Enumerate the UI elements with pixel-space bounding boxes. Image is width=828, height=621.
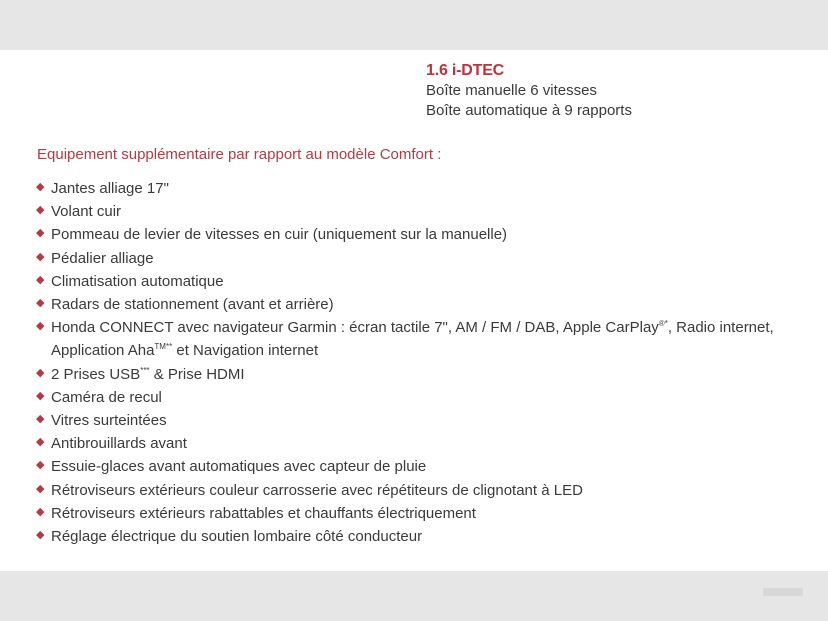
- diamond-bullet-icon: ◆: [36, 204, 45, 217]
- diamond-bullet-icon: ◆: [36, 459, 45, 472]
- feature-item-honda-connect: ◆ Honda CONNECT avec navigateur Garmin : écran tactile 7", AM / FM / DAB, Apple CarPlay®*, Radio internet, Application Aha$^{TM**}$ et Navigation internet: [36, 316, 796, 362]
- feature-item: ◆ Pommeau de levier de vitesses en cuir (uniquement sur la manuelle): [36, 223, 796, 246]
- diamond-bullet-icon: ◆: [36, 389, 45, 402]
- feature-item: ◆ Rétroviseurs extérieurs couleur carrosserie avec répétiteurs de clignotant à LED: [36, 479, 796, 502]
- diamond-bullet-icon: ◆: [36, 366, 45, 379]
- diamond-bullet-icon: ◆: [36, 227, 45, 240]
- feature-item: ◆ Volant cuir: [36, 200, 796, 223]
- feature-item: ◆ Essuie-glaces avant automatiques avec capteur de pluie: [36, 455, 796, 478]
- feature-item: ◆ Vitres surteintées: [36, 409, 796, 432]
- diamond-bullet-icon: ◆: [36, 482, 45, 495]
- diamond-bullet-icon: ◆: [36, 273, 45, 286]
- gearbox-manual: Boîte manuelle 6 vitesses: [426, 82, 597, 99]
- feature-item: ◆ Antibrouillards avant: [36, 432, 796, 455]
- diamond-bullet-icon: ◆: [36, 436, 45, 449]
- feature-item: ◆ Jantes alliage 17": [36, 177, 796, 200]
- feature-item: ◆ Rétroviseurs extérieurs rabattables et chauffants électriquement: [36, 502, 796, 525]
- feature-item: ◆ Caméra de recul: [36, 386, 796, 409]
- engine-name: 1.6 i-DTEC: [426, 62, 505, 79]
- engine-block: [426, 61, 632, 121]
- top-band: [0, 0, 828, 50]
- gearbox-automatic: Boîte automatique à 9 rapports: [426, 102, 632, 119]
- feature-item: ◆ Climatisation automatique: [36, 270, 796, 293]
- diamond-bullet-icon: ◆: [36, 413, 45, 426]
- watermark-logo: [763, 588, 803, 596]
- diamond-bullet-icon: ◆: [36, 505, 45, 518]
- diamond-bullet-icon: ◆: [36, 529, 45, 542]
- document-page: [0, 50, 828, 571]
- diamond-bullet-icon: ◆: [36, 320, 45, 333]
- bottom-band: [0, 571, 828, 621]
- feature-item: ◆ Radars de stationnement (avant et arrière): [36, 293, 796, 316]
- feature-list: [36, 177, 796, 548]
- section-heading: Equipement supplémentaire par rapport au modèle Comfort :: [37, 146, 442, 163]
- diamond-bullet-icon: ◆: [36, 250, 45, 263]
- feature-item-usb: ◆ 2 Prises USB*** & Prise HDMI: [36, 363, 796, 386]
- diamond-bullet-icon: ◆: [36, 181, 45, 193]
- feature-item: ◆ Pédalier alliage: [36, 247, 796, 270]
- feature-item: ◆ Réglage électrique du soutien lombaire côté conducteur: [36, 525, 796, 548]
- diamond-bullet-icon: ◆: [36, 297, 45, 310]
